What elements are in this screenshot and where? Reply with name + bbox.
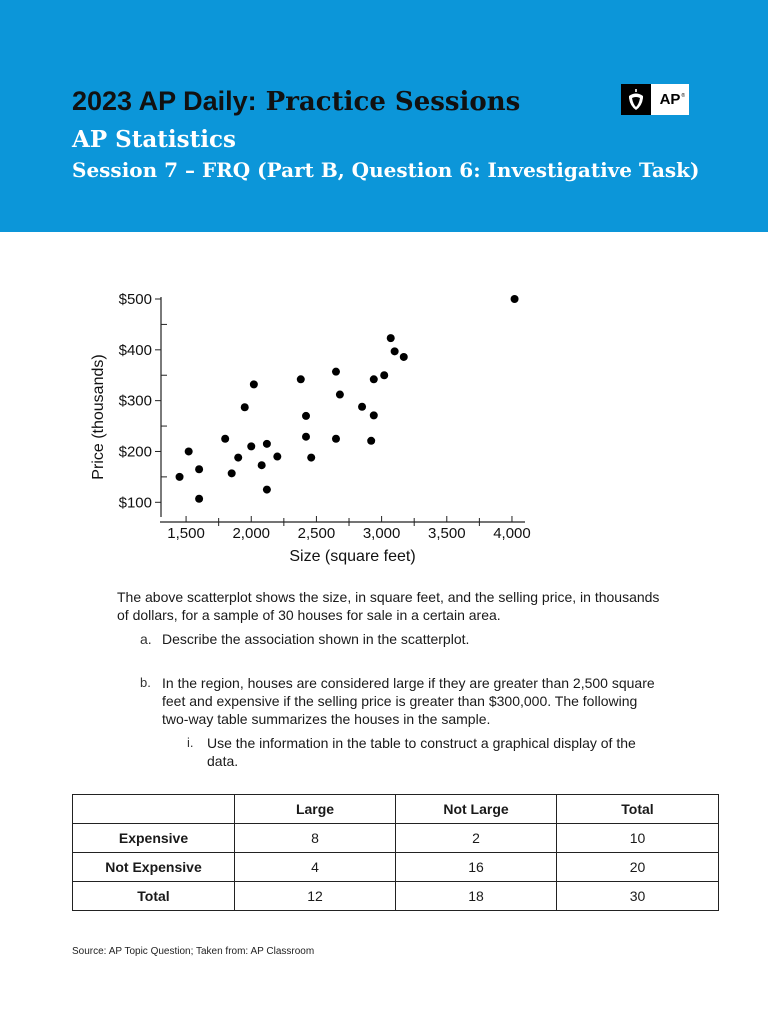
table-cell: 2 (396, 824, 557, 853)
data-point (247, 442, 255, 450)
data-point (380, 371, 388, 379)
x-tick-label: 3,500 (428, 525, 466, 542)
question-a-marker: a. (140, 631, 152, 647)
x-tick-label: 2,500 (297, 525, 336, 542)
data-point (185, 447, 193, 455)
table-header-row (73, 795, 719, 824)
header-banner (0, 0, 768, 232)
data-point (195, 465, 203, 473)
y-tick-label: $300 (118, 392, 152, 410)
question-b-i-text: Use the information in the table to construct a graphical display of the data. (207, 735, 636, 769)
question-b-i-marker: i. (187, 735, 194, 750)
data-point (367, 437, 375, 445)
data-point (370, 375, 378, 383)
table-header-cell: Not Large (396, 795, 557, 824)
ap-logo-text: AP (659, 91, 681, 108)
ap-logo (621, 84, 689, 115)
registered-mark: ® (681, 93, 685, 99)
source-note: Source: AP Topic Question; Taken from: AP Classroom (72, 946, 315, 957)
x-tick-label: 4,000 (493, 525, 531, 542)
data-point (250, 380, 258, 388)
question-b-marker: b. (140, 675, 151, 690)
data-point (302, 412, 310, 420)
data-point (358, 403, 366, 411)
row-label: Total (73, 882, 235, 911)
question-b-text: In the region, houses are considered large if they are greater than 2,500 square feet and expensive if the selling price is greater than $300,000. The following two-way table summarizes the houses in the sample. (162, 675, 655, 727)
table-row (73, 882, 719, 911)
table-header-cell (73, 795, 235, 824)
table-cell: 4 (235, 853, 396, 882)
x-tick-label: 3,000 (362, 525, 401, 542)
data-point (370, 411, 378, 419)
question-a (142, 630, 662, 648)
table-header-cell: Total (557, 795, 719, 824)
data-point (273, 453, 281, 461)
data-point (221, 435, 229, 443)
x-tick-label: 2,000 (232, 525, 271, 542)
page-title (72, 86, 520, 117)
data-point (263, 440, 271, 448)
data-point (332, 435, 340, 443)
data-point (195, 495, 203, 503)
y-axis-label: Price (thousands) (90, 354, 107, 480)
y-tick-label: $400 (118, 341, 152, 359)
scatterplot-chart (60, 280, 560, 570)
data-point (400, 353, 408, 361)
ap-logo-word (651, 84, 689, 115)
data-point (336, 391, 344, 399)
title-rest: Practice Sessions (256, 87, 521, 117)
row-label: Not Expensive (73, 853, 235, 882)
table-header-cell: Large (235, 795, 396, 824)
data-point (228, 469, 236, 477)
data-point (511, 295, 519, 303)
data-point (387, 334, 395, 342)
subject-title: AP Statistics (72, 126, 236, 153)
y-tick-label: $500 (118, 291, 152, 308)
title-bold: 2023 AP Daily: (72, 86, 257, 116)
x-tick-label: 1,500 (167, 525, 205, 542)
data-point (258, 461, 266, 469)
table-cell: 30 (557, 882, 719, 911)
data-point (297, 375, 305, 383)
table-cell: 12 (235, 882, 396, 911)
session-title: Session 7 – FRQ (Part B, Question 6: Investigative Task) (72, 158, 700, 182)
acorn-icon (621, 84, 651, 115)
row-label: Expensive (73, 824, 235, 853)
data-point (176, 473, 184, 481)
table-cell: 20 (557, 853, 719, 882)
x-axis-label: Size (square feet) (289, 548, 416, 565)
table-row (73, 853, 719, 882)
question-a-text: Describe the association shown in the scatterplot. (162, 631, 470, 647)
table-cell: 8 (235, 824, 396, 853)
question-b (142, 674, 662, 728)
y-tick-label: $200 (118, 443, 152, 461)
intro-paragraph: The above scatterplot shows the size, in square feet, and the selling price, in thousands of dollars, for a sample of 30 houses for sale in a certain area. (117, 589, 660, 623)
table-cell: 18 (396, 882, 557, 911)
two-way-table (72, 794, 719, 911)
data-point (234, 454, 242, 462)
table-cell: 10 (557, 824, 719, 853)
data-point (241, 403, 249, 411)
data-point (302, 433, 310, 441)
data-point (391, 347, 399, 355)
y-tick-label: $100 (118, 494, 152, 512)
data-point (307, 454, 315, 462)
table-row (73, 824, 719, 853)
data-point (332, 368, 340, 376)
question-b-i (187, 734, 657, 770)
data-point (263, 486, 271, 494)
table-cell: 16 (396, 853, 557, 882)
